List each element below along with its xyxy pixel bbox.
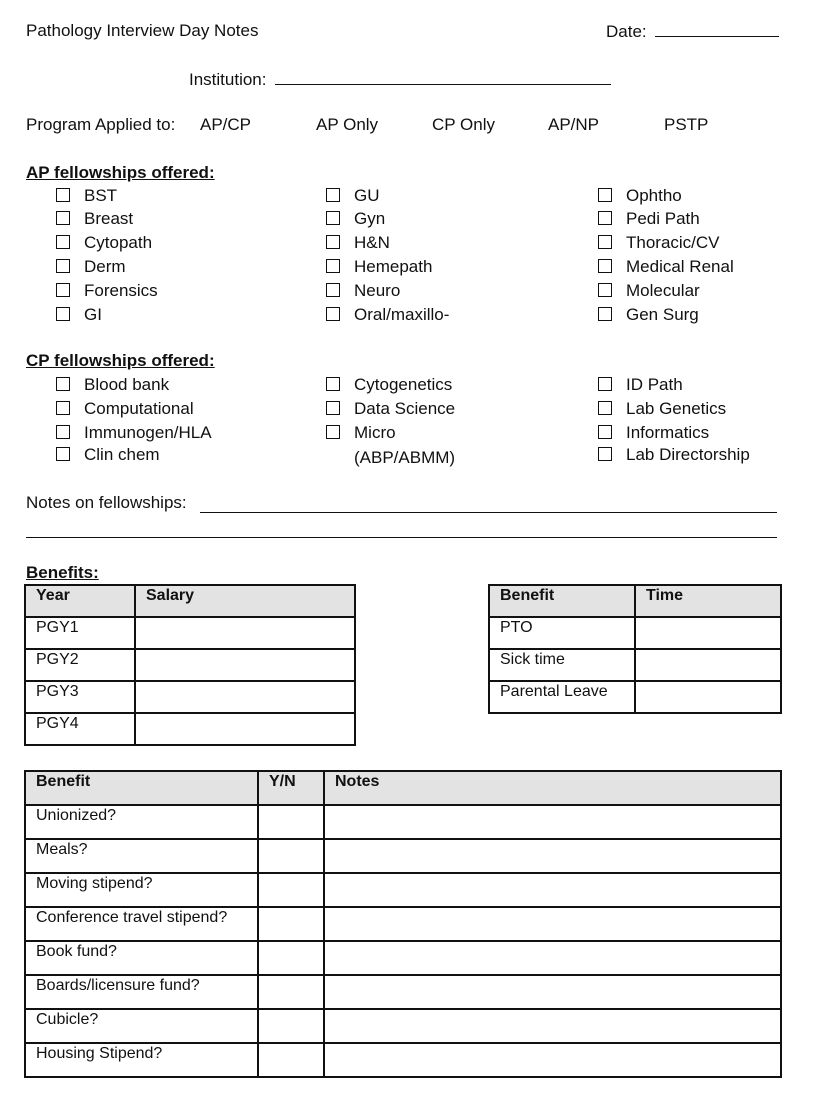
time-input-cell[interactable] [635,617,781,649]
checkbox[interactable] [56,401,70,415]
cp-fellowship-option[interactable]: Immunogen/HLA [56,423,212,443]
yn-input-cell[interactable] [258,805,324,839]
checkbox[interactable] [56,235,70,249]
yn-input-cell[interactable] [258,873,324,907]
table-cell: Housing Stipend? [25,1043,258,1077]
salary-table [24,584,356,746]
checkbox[interactable] [56,188,70,202]
table-cell: PTO [489,617,635,649]
institution-label: Institution: [189,70,267,89]
benefits-heading: Benefits: [26,563,99,582]
time-input-cell[interactable] [635,681,781,713]
checkbox[interactable] [326,425,340,439]
ap-fellowship-option[interactable]: Hemepath [326,257,432,277]
ap-fellowship-option[interactable]: Derm [56,257,126,277]
time-input-cell[interactable] [635,649,781,681]
cp-fellowship-option[interactable]: Informatics [598,423,709,443]
ap-fellowships-heading: AP fellowships offered: [26,163,215,182]
table-cell: Sick time [489,649,635,681]
checkbox[interactable] [56,425,70,439]
yn-input-cell[interactable] [258,975,324,1009]
table-cell: Cubicle? [25,1009,258,1043]
checkbox[interactable] [598,211,612,225]
date-field[interactable] [655,21,779,37]
cp-fellowship-option[interactable]: Blood bank [56,375,169,395]
micro-subline: (ABP/ABMM) [354,448,456,467]
table-cell: Unionized? [25,805,258,839]
checkbox[interactable] [598,425,612,439]
checkbox[interactable] [56,283,70,297]
checkbox[interactable] [56,211,70,225]
table-cell: PGY2 [25,649,135,681]
checkbox[interactable] [598,235,612,249]
checkbox[interactable] [598,377,612,391]
checkbox[interactable] [326,377,340,391]
ap-fellowship-option[interactable]: GU [326,186,380,206]
notes-input-cell[interactable] [324,805,781,839]
notes-row [26,493,187,513]
ap-fellowship-option[interactable]: Ophtho [598,186,682,206]
checkbox[interactable] [598,259,612,273]
ap-fellowship-option[interactable]: GI [56,305,102,325]
checkbox[interactable] [598,447,612,461]
table-header: Year [25,585,135,617]
table-header: Notes [324,771,781,805]
table-header: Y/N [258,771,324,805]
date-row [606,21,779,42]
benefits-yn-table [24,770,782,1078]
checkbox[interactable] [326,307,340,321]
yn-input-cell[interactable] [258,1009,324,1043]
cp-fellowship-option[interactable]: Lab Directorship [598,445,750,465]
salary-input-cell[interactable] [135,617,355,649]
checkbox[interactable] [56,259,70,273]
cp-fellowship-option[interactable]: Computational [56,399,194,419]
ap-fellowship-option[interactable]: Gen Surg [598,305,699,325]
cp-fellowship-option[interactable]: Data Science [326,399,455,419]
table-cell: PGY3 [25,681,135,713]
cp-fellowship-option[interactable]: Lab Genetics [598,399,726,419]
table-cell: Conference travel stipend? [25,907,258,941]
checkbox[interactable] [326,188,340,202]
notes-label: Notes on fellowships: [26,493,187,512]
cp-fellowship-option[interactable]: Clin chem [56,445,160,465]
yn-input-cell[interactable] [258,907,324,941]
checkbox[interactable] [598,307,612,321]
ap-fellowship-option[interactable]: Cytopath [56,233,152,253]
program-option-cp-only[interactable]: CP Only [432,115,495,134]
checkbox[interactable] [326,211,340,225]
checkbox[interactable] [326,401,340,415]
notes-input-cell[interactable] [324,907,781,941]
notes-input-cell[interactable] [324,975,781,1009]
date-label: Date: [606,22,647,41]
program-option-ap-only[interactable]: AP Only [316,115,379,134]
ap-fellowship-option[interactable]: Pedi Path [598,209,700,229]
table-cell: Boards/licensure fund? [25,975,258,1009]
salary-input-cell[interactable] [135,649,355,681]
checkbox[interactable] [598,188,612,202]
ap-fellowship-option[interactable]: Thoracic/CV [598,233,720,253]
table-header: Time [635,585,781,617]
ap-fellowship-option[interactable]: Medical Renal [598,257,734,277]
checkbox[interactable] [326,235,340,249]
table-cell: Meals? [25,839,258,873]
salary-input-cell[interactable] [135,713,355,745]
ap-fellowship-option[interactable]: Molecular [598,281,700,301]
cp-fellowship-option[interactable]: ID Path [598,375,683,395]
program-option-apcp[interactable]: AP/CP [200,115,252,134]
cp-fellowship-option[interactable]: Micro [326,423,396,443]
table-cell: PGY1 [25,617,135,649]
page-title: Pathology Interview Day Notes [26,21,259,40]
table-cell: Book fund? [25,941,258,975]
checkbox[interactable] [56,377,70,391]
ap-fellowship-option[interactable]: H&N [326,233,390,253]
checkbox[interactable] [56,447,70,461]
institution-field[interactable] [275,69,611,85]
yn-input-cell[interactable] [258,839,324,873]
yn-input-cell[interactable] [258,941,324,975]
program-option-apnp[interactable]: AP/NP [548,115,600,134]
ap-fellowship-option[interactable]: Neuro [326,281,400,301]
cp-fellowships-heading: CP fellowships offered: [26,351,215,370]
table-header: Salary [135,585,355,617]
ap-fellowship-option[interactable]: Gyn [326,209,385,229]
checkbox[interactable] [56,307,70,321]
ap-fellowship-option[interactable]: Forensics [56,281,158,301]
ap-fellowship-option[interactable]: BST [56,186,117,206]
ap-fellowship-option[interactable]: Breast [56,209,133,229]
table-cell: PGY4 [25,713,135,745]
program-option-pstp[interactable]: PSTP [664,115,709,134]
notes-line[interactable] [26,537,777,538]
time-off-table [488,584,782,714]
notes-input-cell[interactable] [324,873,781,907]
table-header: Benefit [25,771,258,805]
ap-fellowship-option[interactable]: Oral/maxillo- [326,305,449,325]
checkbox[interactable] [326,283,340,297]
checkbox[interactable] [598,283,612,297]
notes-input-cell[interactable] [324,1043,781,1077]
checkbox[interactable] [598,401,612,415]
notes-line[interactable] [200,512,777,513]
notes-input-cell[interactable] [324,1009,781,1043]
checkbox[interactable] [326,259,340,273]
table-cell: Moving stipend? [25,873,258,907]
cp-fellowship-option[interactable]: Cytogenetics [326,375,452,395]
table-cell: Parental Leave [489,681,635,713]
program-label: Program Applied to: [26,115,176,134]
notes-input-cell[interactable] [324,941,781,975]
institution-row [189,69,611,90]
table-header: Benefit [489,585,635,617]
salary-input-cell[interactable] [135,681,355,713]
notes-input-cell[interactable] [324,839,781,873]
yn-input-cell[interactable] [258,1043,324,1077]
